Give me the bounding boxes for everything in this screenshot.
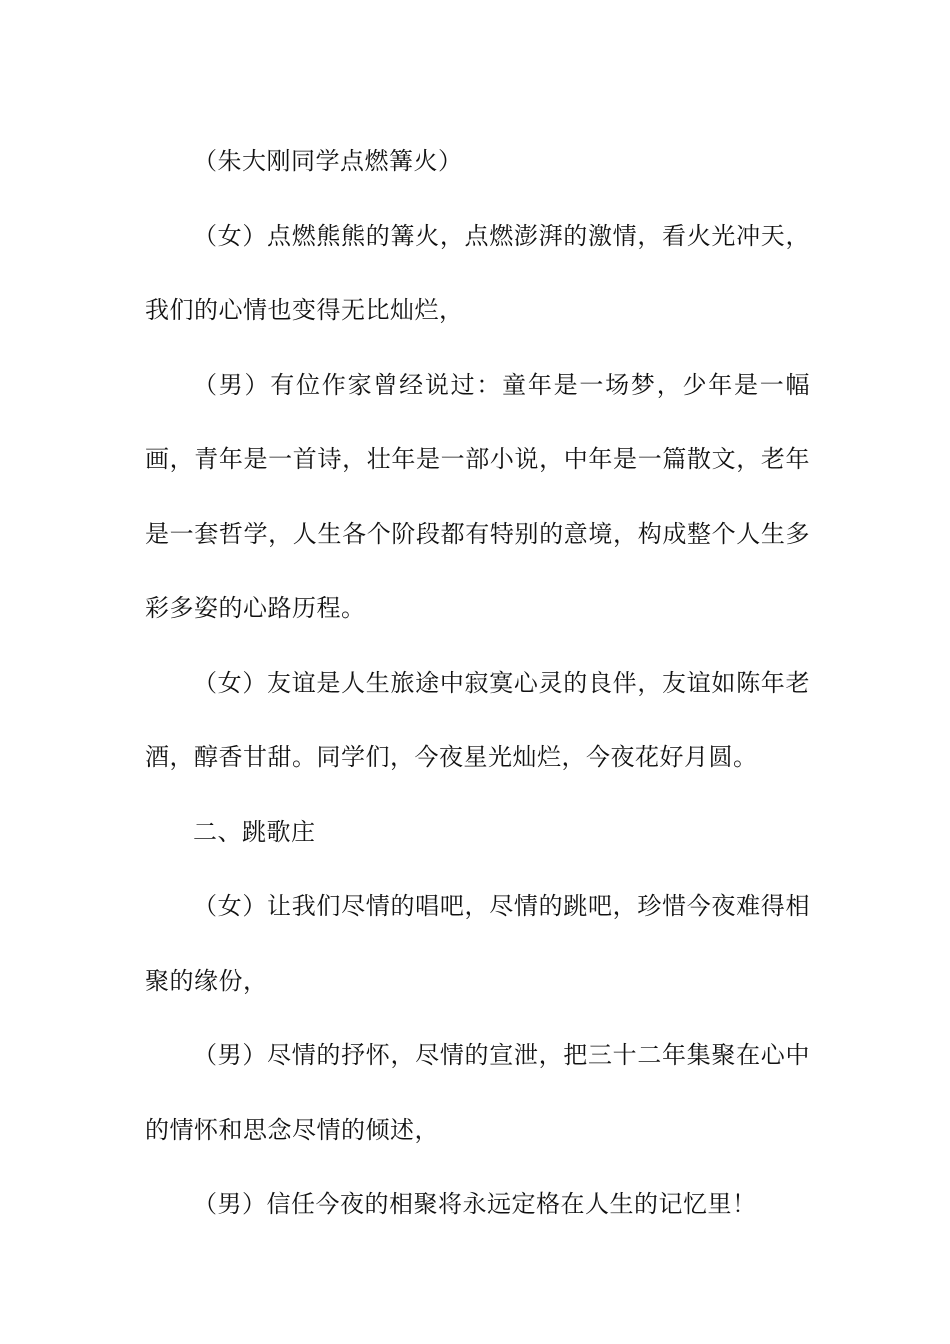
document-body xyxy=(145,124,810,1242)
paragraph-female-friendship: （女）友谊是人生旅途中寂寞心灵的良伴，友谊如陈年老酒，醇香甘甜。同学们，今夜星光灿烂，今夜花好月圆。 xyxy=(145,668,810,771)
paragraph-male-memory: （男）信任今夜的相聚将永远定格在人生的记忆里！ xyxy=(193,1190,757,1218)
section-heading: 二、跳歌庄 xyxy=(193,817,316,846)
paragraph-female-bonfire: （女）点燃熊熊的篝火，点燃澎湃的激情，看火光冲天，我们的心情也变得无比灿烂， xyxy=(145,221,810,324)
paragraph-stage-direction: （朱大刚同学点燃篝火） xyxy=(193,147,463,175)
paragraph-male-writer-quote: （男）有位作家曾经说过：童年是一场梦，少年是一幅画，青年是一首诗，壮年是一部小说，中年是一篇散文，老年是一套哲学，人生各个阶段都有特别的意境，构成整个人生多彩多姿的心路历程。 xyxy=(145,370,810,622)
paragraph-female-sing-dance: （女）让我们尽情的唱吧，尽情的跳吧，珍惜今夜难得相聚的缘份， xyxy=(145,892,810,995)
paragraph-male-express: （男）尽情的抒怀，尽情的宣泄，把三十二年集聚在心中的情怀和思念尽情的倾述， xyxy=(145,1041,810,1144)
